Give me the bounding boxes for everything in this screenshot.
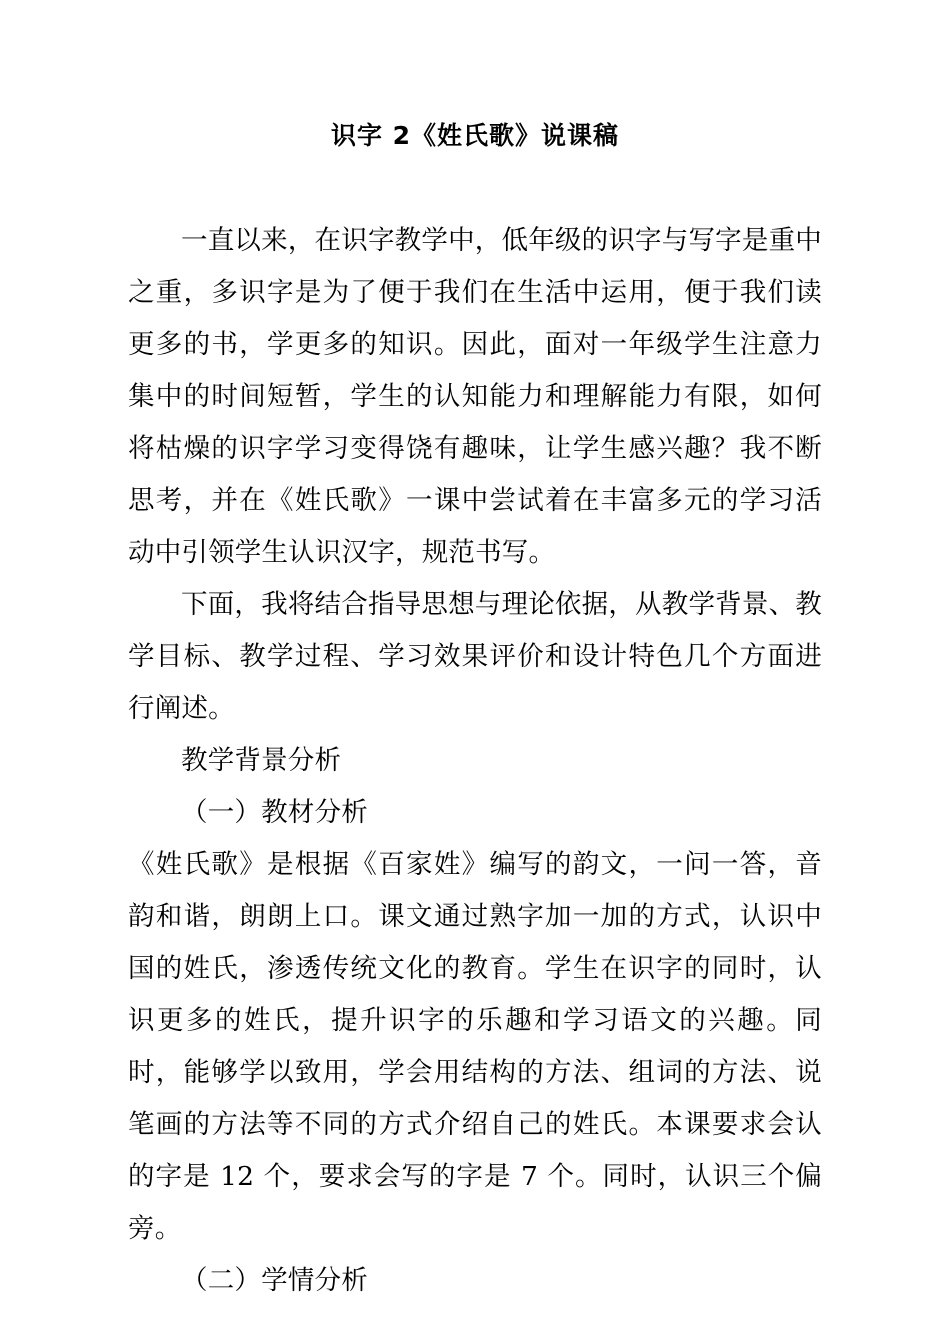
paragraph-outline: 下面，我将结合指导思想与理论依据，从教学背景、教学目标、教学过程、学习效果评价和设计特色几个方面进行阐述。 [128, 589, 822, 724]
heading-teaching-background: 教学背景分析 [181, 745, 342, 776]
heading-textbook-analysis: （一）教材分析 [181, 797, 368, 828]
paragraph-textbook-analysis-body: 《姓氏歌》是根据《百家姓》编写的韵文，一问一答，音韵和谐，朗朗上口。课文通过熟字加一加的方式，认识中国的姓氏，渗透传统文化的教育。学生在识字的同时，认识更多的姓氏，提升识字的乐趣和学习语文的兴趣。同时，能够学以致用，学会用结构的方法、组词的方法、说笔画的方法等不同的方式介绍自己的姓氏。本课要求会认的字是 12 个，要求会写的字是 7 个。同时，认识三个偏旁。 [128, 849, 822, 1244]
page-title: 识字 2《姓氏歌》说课稿 [330, 121, 620, 150]
paragraph-intro: 一直以来，在识字教学中，低年级的识字与写字是重中之重，多识字是为了便于我们在生活中运用，便于我们读更多的书，学更多的知识。因此，面对一年级学生注意力集中的时间短暂，学生的认知能力和理解能力有限，如何将枯燥的识字学习变得饶有趣味，让学生感兴趣？我不断思考，并在《姓氏歌》一课中尝试着在丰富多元的学习活动中引领学生认识汉字，规范书写。 [128, 225, 822, 568]
heading-student-analysis: （二）学情分析 [181, 1265, 368, 1296]
